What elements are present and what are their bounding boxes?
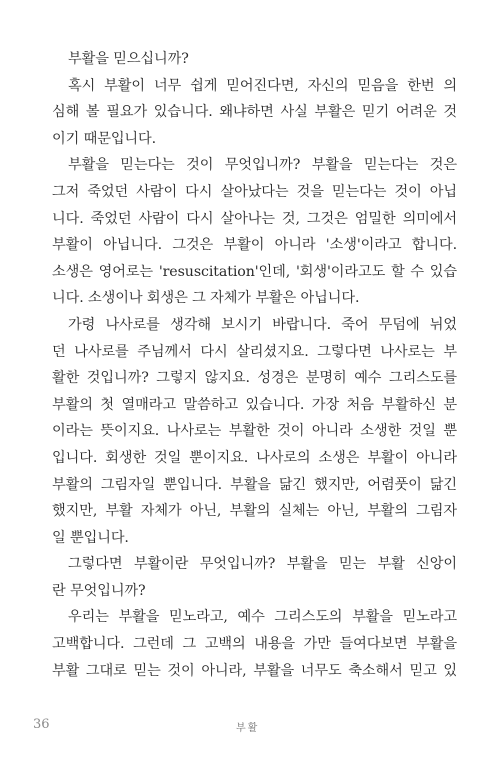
- text-line: 부활을 믿는다는 것이 무엇입니까? 부활을 믿는다는 것은: [68, 157, 457, 174]
- text-line: 부활이 아닙니다. 그것은 부활이 아니라 '소생'이라고 합니다.: [52, 237, 457, 254]
- text-line: 가령 나사로를 생각해 보시기 바랍니다. 죽어 무덤에 뉘었: [68, 316, 457, 333]
- text-line: 부활의 그림자일 뿐입니다. 부활을 닮긴 했지만, 어렴풋이 닮긴: [52, 476, 457, 493]
- text-line: 이기 때문입니다.: [52, 130, 157, 147]
- paragraph: [52, 312, 457, 551]
- text-line: 니다. 소생이나 회생은 그 자체가 부활은 아닙니다.: [52, 290, 360, 307]
- text-line: 우리는 부활을 믿노라고, 예수 그리스도의 부활을 믿노라고: [68, 609, 457, 626]
- text-line: 니다. 죽었던 사람이 다시 살아나는 것, 그것은 엄밀한 의미에서: [52, 210, 457, 227]
- text-line: 활한 것입니까? 그렇지 않지요. 성경은 분명히 예수 그리스도를: [52, 370, 457, 387]
- paragraph: [52, 152, 457, 312]
- page-footer: [0, 717, 500, 737]
- running-title: 부활: [236, 723, 260, 734]
- text-line: 혹시 부활이 너무 쉽게 믿어진다면, 자신의 믿음을 한번 의: [68, 77, 457, 94]
- text-line: 이라는 뜻이지요. 나사로는 부활한 것이 아니라 소생한 것일 뿐: [52, 423, 457, 440]
- text-line: 심해 볼 필요가 있습니다. 왜냐하면 사실 부활은 믿기 어려운 것: [52, 104, 457, 121]
- paragraph: [52, 73, 457, 153]
- paragraph: [52, 604, 457, 684]
- text-line: 부활 그대로 믿는 것이 아니라, 부활을 너무도 축소해서 믿고 있: [52, 662, 457, 679]
- text-line: 일 뿐입니다.: [52, 529, 129, 546]
- text-line: 부활을 믿으십니까?: [68, 51, 189, 67]
- text-line: 란 무엇입니까?: [52, 582, 146, 599]
- body-text: [52, 46, 457, 684]
- text-line: 그저 죽었던 사람이 다시 살아났다는 것을 믿는다는 것이 아닙: [52, 183, 457, 200]
- page-number: 36: [33, 717, 50, 732]
- text-line: 던 나사로를 주님께서 다시 살리셨지요. 그렇다면 나사로는 부: [52, 343, 457, 360]
- paragraph: [52, 551, 457, 604]
- paragraph: [52, 46, 457, 73]
- text-line: 했지만, 부활 자체가 아닌, 부활의 실체는 아닌, 부활의 그림자: [52, 503, 457, 520]
- text-line: 소생은 영어로는 'resuscitation'인데, '회생'이라고도 할 수 있습: [52, 263, 457, 280]
- text-line: 그렇다면 부활이란 무엇입니까? 부활을 믿는 부활 신앙이: [68, 556, 457, 573]
- text-line: 부활의 첫 열매라고 말씀하고 있습니다. 가장 처음 부활하신 분: [52, 396, 457, 413]
- text-line: 입니다. 회생한 것일 뿐이지요. 나사로의 소생은 부활이 아니라: [52, 449, 457, 466]
- text-line: 고백합니다. 그런데 그 고백의 내용을 가만 들여다보면 부활을: [52, 636, 457, 653]
